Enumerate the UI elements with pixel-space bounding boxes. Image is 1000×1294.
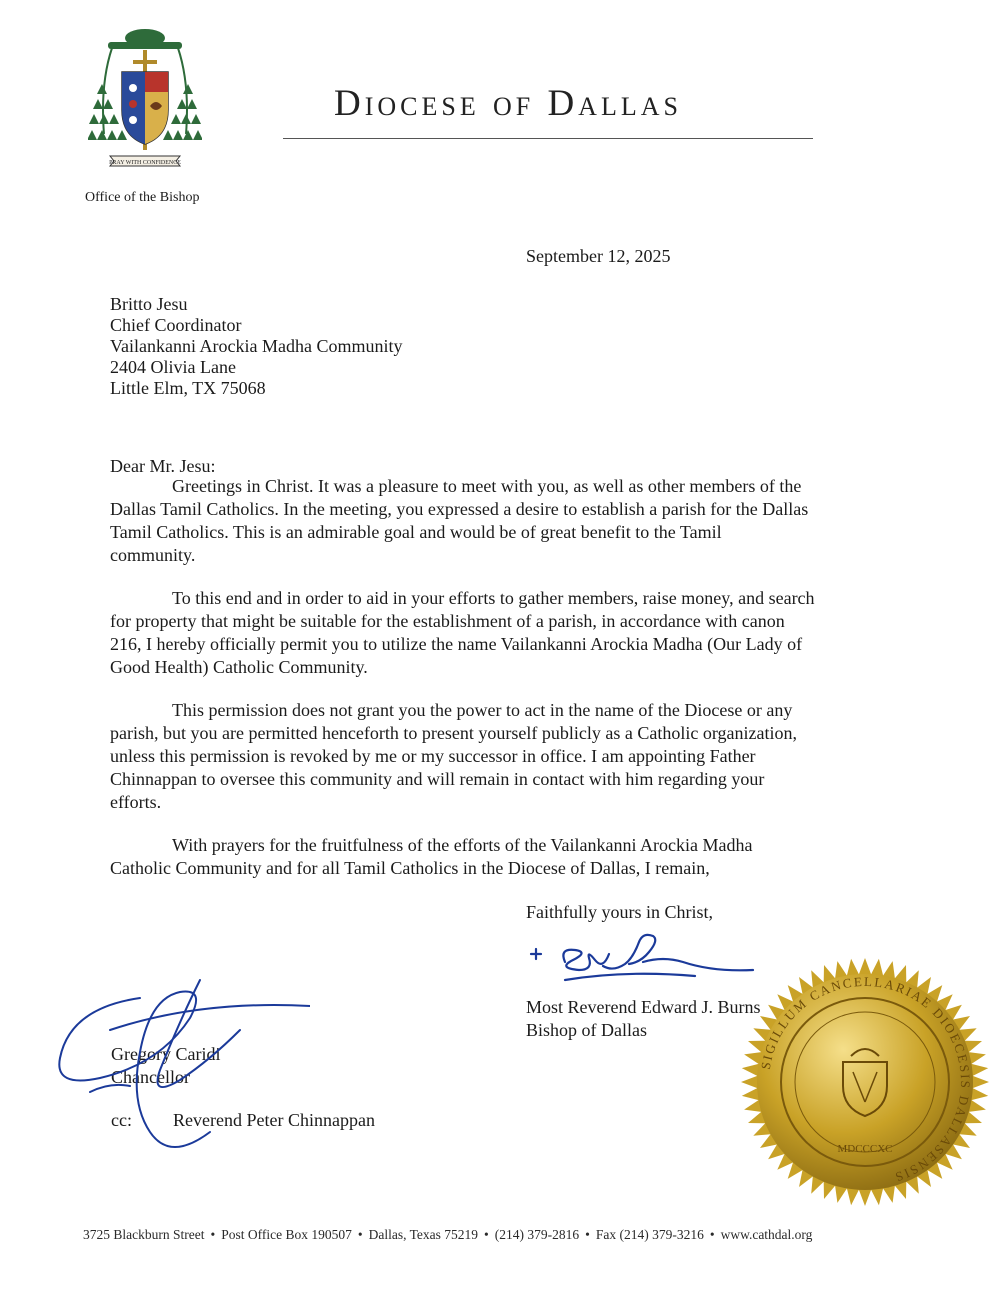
recipient-line: Chief Coordinator: [110, 315, 242, 335]
seal-year: MDCCCXC: [837, 1143, 893, 1155]
paragraph-line: parish, but you are permitted henceforth to present yourself publicly as a Catholic organization,: [110, 723, 797, 743]
recipient-line: Britto Jesu: [110, 294, 188, 314]
paragraph-greeting: [110, 475, 880, 567]
paragraph-prayers: [110, 834, 880, 880]
footer-po-box: Post Office Box 190507: [221, 1227, 352, 1242]
paragraph-line: for property that might be suitable for the establishment of a parish, in accordance with canon: [110, 611, 785, 631]
paragraph-limitations: [110, 699, 880, 814]
footer-fax: Fax (214) 379-3216: [595, 1227, 704, 1242]
paragraph-line: community.: [110, 545, 196, 565]
office-label: Office of the Bishop: [85, 190, 200, 205]
motto-text: PRAY WITH CONFIDENCE: [109, 160, 181, 166]
footer-contact: 3725 Blackburn Street • Post Office Box 190507 • Dallas, Texas 75219 • (214) 379-2816 • Fax (214) 379-3216 • www.cathdal.org: [83, 1227, 813, 1242]
recipient-line: Vailankanni Arockia Madha Community: [110, 336, 403, 356]
salutation: Dear Mr. Jesu:: [110, 456, 216, 476]
paragraph-line: This permission does not grant you the power to act in the name of the Diocese or any: [172, 700, 793, 720]
paragraph-line: Tamil Catholics. This is an admirable goal and would be of great benefit to the Tamil: [110, 522, 722, 542]
letterhead-divider: [283, 138, 813, 139]
paragraph-line: With prayers for the fruitfulness of the efforts of the Vailankanni Arockia Madha: [172, 835, 753, 855]
footer-city: Dallas, Texas 75219: [368, 1227, 478, 1242]
bishop-name: Most Reverend Edward J. Burns: [526, 997, 761, 1017]
paragraph-permission: [110, 587, 880, 679]
paragraph-line: Catholic Community and for all Tamil Catholics in the Diocese of Dallas, I remain,: [110, 858, 710, 878]
footer-website-link[interactable]: www.cathdal.org: [720, 1227, 813, 1242]
bishop-title: Bishop of Dallas: [526, 1020, 647, 1040]
cc-name: Reverend Peter Chinnappan: [173, 1110, 375, 1130]
recipient-line: 2404 Olivia Lane: [110, 357, 236, 377]
chancellor-name: Gregory Caridi: [111, 1044, 221, 1064]
paragraph-line: efforts.: [110, 792, 162, 812]
footer-phone: (214) 379-2816: [494, 1227, 580, 1242]
paragraph-line: unless this permission is revoked by me or my successor in office. I am appointing Father: [110, 746, 756, 766]
gold-seal: [735, 952, 995, 1212]
letterhead-title: Diocese of Dallas: [334, 83, 682, 124]
bishop-signature-block: [526, 996, 760, 1042]
coat-of-arms: [88, 24, 202, 176]
paragraph-line: 216, I hereby officially permit you to utilize the name Vailankanni Arockia Madha (Our Lady of: [110, 634, 803, 654]
letter-date: September 12, 2025: [526, 246, 671, 266]
cc-label: cc:: [111, 1110, 132, 1130]
closing: Faithfully yours in Christ,: [526, 902, 714, 922]
paragraph-line: Good Health) Catholic Community.: [110, 657, 368, 677]
paragraph-line: Greetings in Christ. It was a pleasure to meet with you, as well as other members of the: [172, 476, 802, 496]
cc-line: [111, 1110, 375, 1131]
paragraph-line: To this end and in order to aid in your efforts to gather members, raise money, and search: [172, 588, 815, 608]
recipient-line: Little Elm, TX 75068: [110, 378, 266, 398]
paragraph-line: Chinnappan to oversee this community and will remain in contact with him regarding your: [110, 769, 765, 789]
paragraph-line: Dallas Tamil Catholics. In the meeting, you expressed a desire to establish a parish for the Dallas: [110, 499, 809, 519]
footer-street: 3725 Blackburn Street: [83, 1227, 205, 1242]
seal-text: SIGILLUM CANCELLARIAE DIOECESIS DALLASENSIS: [757, 973, 974, 1186]
recipient-address: [110, 294, 402, 399]
chancellor-title: Chancellor: [111, 1067, 190, 1087]
